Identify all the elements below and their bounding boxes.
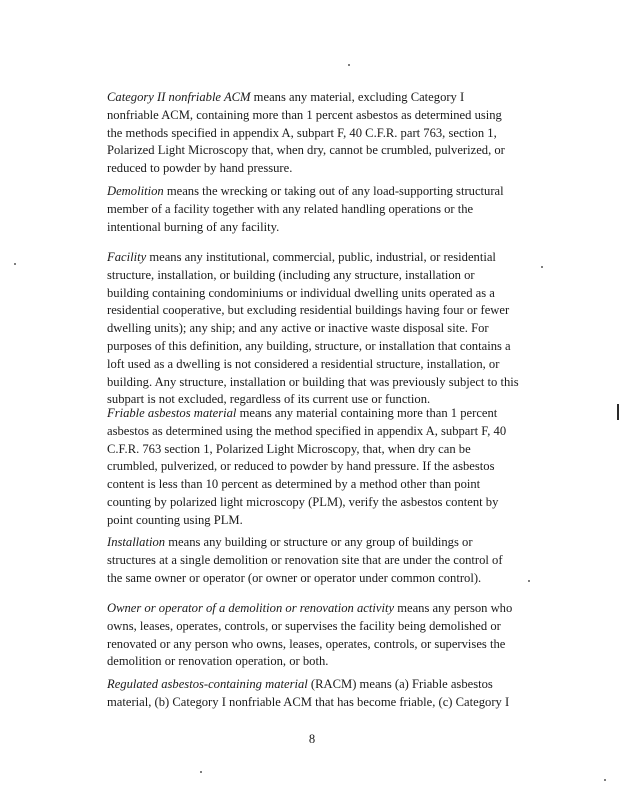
definition-text: means any material containing more than 1 percent asbestos as determined using the method specified in appendix A, subpart F, 40 C.F.R. 763 section 1, Polarized Light Microscopy, that, when dry can be crumbled, pulverized, or reduced to powder by hand pressure. If the asbestos content is less than 10 percent as determined by a method other than point counting by polarized light microscopy (PLM), verify the asbestos content by point counting using PLM.: [107, 406, 507, 527]
defined-term: Facility: [107, 250, 147, 264]
scan-speck: [348, 64, 350, 66]
defined-term: Regulated asbestos-containing material: [107, 677, 308, 691]
defined-term: Owner or operator of a demolition or renovation activity: [107, 601, 395, 615]
scan-speck: [528, 580, 530, 582]
definition-text: means any institutional, commercial, public, industrial, or residential structure, installation, or building (including any structure, installation or building containing condominiums or individual dwelling units operated as a residential cooperative, but excluding residential buildings having four or fewer dwelling units); any ship; and any active or inactive waste disposal site. For purposes of this definition, any building, structure, or installation that contains a loft used as a dwelling is not considered a residential structure, installation, or building. Any structure, installation or building that was previously subject to this subpart is not excluded, regardless of its current use or function.: [107, 250, 519, 407]
definition-paragraph: [107, 534, 519, 587]
page-number: 8: [308, 732, 316, 746]
definition-paragraph: [107, 676, 519, 712]
defined-term: Installation: [107, 535, 166, 549]
definition-text: means the wrecking or taking out of any load-supporting structural member of a facility together with any related handling operations or the intentional burning of any facility.: [107, 184, 504, 234]
definition-text: means any person who owns, leases, operates, controls, or supervises the facility being demolished or renovated or any person who owns, leases, operates, controls, or supervises the demolition or renovation operation, or both.: [107, 601, 513, 669]
definition-paragraph: [107, 249, 519, 409]
definition-paragraph: [107, 89, 519, 178]
definition-text: means any material, excluding Category I nonfriable ACM, containing more than 1 percent asbestos as determined using the methods specified in appendix A, subpart F, 40 C.F.R. part 763, section 1, Polarized Light Microscopy that, when dry, cannot be crumbled, pulverized, or reduced to powder by hand pressure.: [107, 90, 505, 176]
definition-text: means any building or structure or any group of buildings or structures at a single demolition or renovation site that are under the control of the same owner or operator (or owner or operator under common control).: [107, 535, 503, 585]
definition-paragraph: [107, 183, 519, 236]
definition-text: (RACM) means (a) Friable asbestos material, (b) Category I nonfriable ACM that has become friable, (c) Category I: [107, 677, 510, 709]
definition-paragraph: [107, 600, 519, 671]
scan-speck: [14, 263, 16, 265]
scan-speck: [541, 266, 543, 268]
defined-term: Friable asbestos material: [107, 406, 237, 420]
scan-artifact-mark: [617, 404, 619, 420]
defined-term: Category II nonfriable ACM: [107, 90, 251, 104]
definition-paragraph: [107, 405, 519, 530]
scan-speck: [604, 779, 606, 781]
scan-speck: [200, 771, 202, 773]
defined-term: Demolition: [107, 184, 164, 198]
